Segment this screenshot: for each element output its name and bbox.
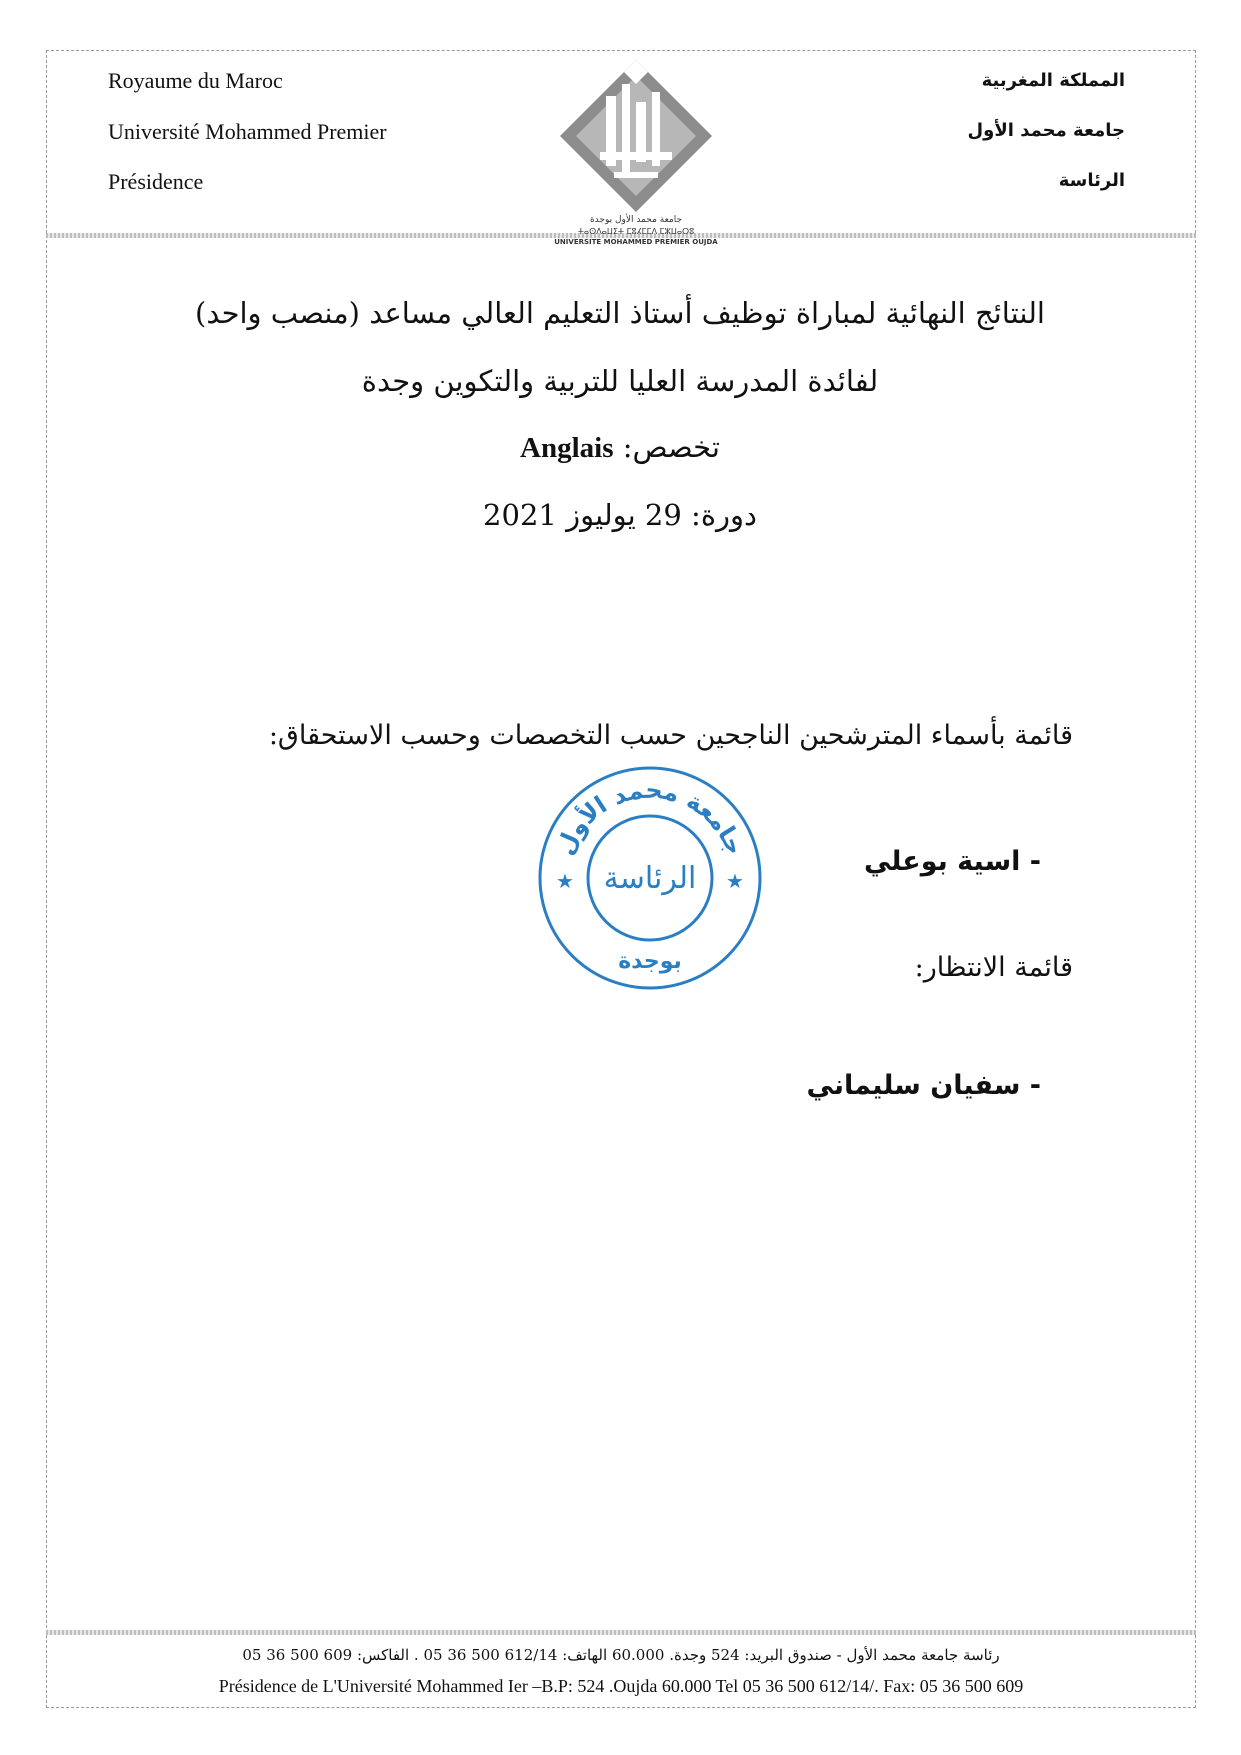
waiting-list-item: - سفيان سليماني: [806, 1070, 1041, 1101]
session-line: دورة: 29 يوليوز 2021: [483, 498, 757, 532]
logo-caption-tifinagh: ⵜⴰⵙⴷⴰⵡⵉⵜ ⵎⵓⵃⵎⵎⴷ ⵎⵣⵡⴰⵔⵓ: [577, 227, 695, 236]
title-line-2: لفائدة المدرسة العليا للتربية والتكوين وجدة: [361, 364, 879, 398]
footer-divider: [46, 1630, 1196, 1635]
header-ar-university: جامعة محمد الأول: [967, 120, 1125, 141]
specialty-label: تخصص:: [622, 430, 720, 464]
header-fr-university: Université Mohammed Premier: [108, 119, 387, 144]
waiting-list-heading: قائمة الانتظار:: [914, 952, 1073, 983]
logo-caption-latin: UNIVERSITE MOHAMMED PREMIER OUJDA: [554, 238, 718, 246]
presidency-stamp: [532, 760, 768, 996]
footer-arabic: رئاسة جامعة محمد الأول - صندوق البريد: 524 وجدة. 60.000 الهاتف: 612/14 500 36 05 . الفاكس: 609 500 36 05: [242, 1646, 1000, 1664]
main-list-item: - اسية بوعلي: [863, 846, 1041, 877]
stamp-outer-text: جامعة محمد الأول: [550, 775, 750, 859]
footer-french: Présidence de L'Université Mohammed Ier –B.P: 524 .Oujda 60.000 Tel 05 36 500 612/14/. Fax: 05 36 500 609: [218, 1676, 1024, 1696]
stamp-star-left-icon: ★: [556, 869, 574, 893]
university-logo: [556, 56, 716, 216]
header-fr-presidency: Présidence: [108, 169, 204, 194]
specialty-value: Anglais: [520, 432, 614, 464]
header-fr-kingdom: Royaume du Maroc: [108, 68, 283, 93]
specialty-line: [140, 430, 1100, 465]
logo-caption-arabic: جامعة محمد الأول بوجدة: [589, 215, 683, 225]
stamp-bottom-text: بوجدة: [618, 949, 682, 974]
header-ar-kingdom: المملكة المغربية: [981, 70, 1125, 91]
stamp-center-text: الرئاسة: [603, 861, 697, 896]
header-ar-presidency: الرئاسة: [1058, 170, 1125, 191]
title-line-1: النتائج النهائية لمباراة توظيف أستاذ التعليم العالي مساعد (منصب واحد): [195, 296, 1045, 330]
stamp-star-right-icon: ★: [726, 869, 744, 893]
main-list-heading: قائمة بأسماء المترشحين الناجحين حسب التخصصات وحسب الاستحقاق:: [268, 720, 1073, 751]
